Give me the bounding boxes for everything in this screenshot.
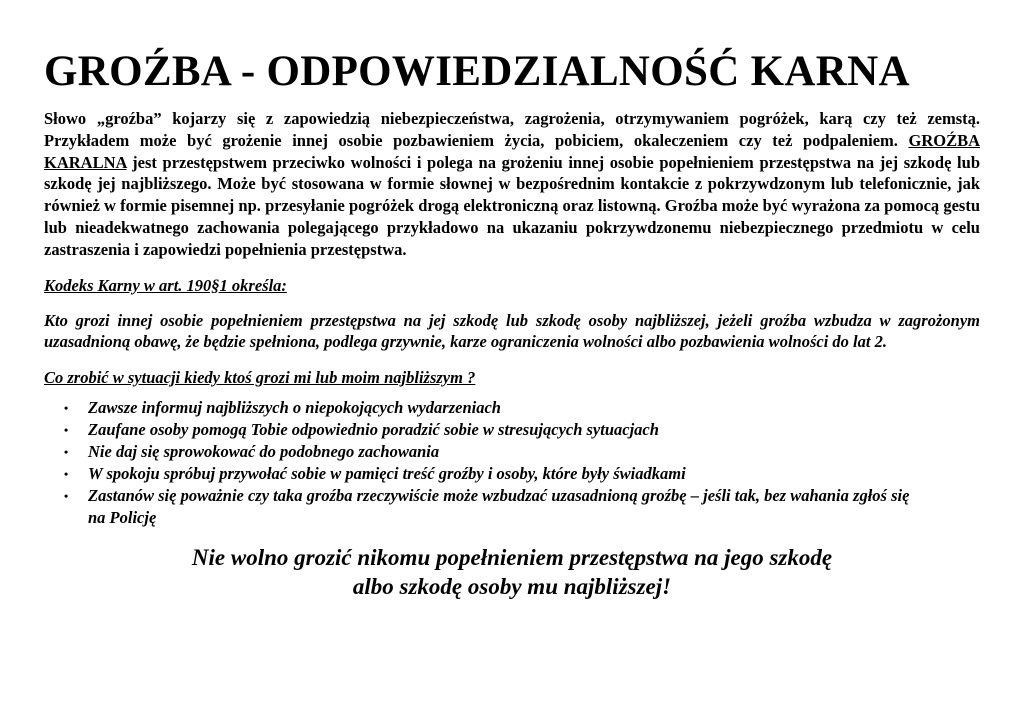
law-text: Kto grozi innej osobie popełnieniem przestępstwa na jej szkodę lub szkodę osoby najbliższej, jeżeli groźba wzbudza w zagrożonym uzasadnioną obawę, że będzie spełniona, podlega grzywnie, karze ograniczenia wolności albo pozbawienia wolności do lat 2. bbox=[44, 310, 980, 352]
closing-line-2: albo szkodę osoby mu najbliższej! bbox=[352, 574, 672, 600]
bullet-icon: • bbox=[64, 467, 69, 482]
closing-line-1: Nie wolno grozić nikomu popełnieniem przestępstwa na jego szkodę bbox=[191, 545, 833, 571]
list-item bbox=[64, 397, 980, 419]
bullet-icon: • bbox=[64, 423, 69, 438]
document-page bbox=[44, 44, 980, 601]
bullet-icon: • bbox=[64, 489, 69, 504]
closing-statement bbox=[44, 543, 980, 601]
intro-text-part2: jest przestępstwem przeciwko wolności i polega na grożeniu innej osobie popełnieniem przestępstwa na jej szkodę lub szkodę jej najbliższego. Może być stosowana w formie słownej w bezpośrednim kontakcie z pokrzywdzonym lub telefonicznie, jak również w formie pisemnej np. przesyłanie pogróżek drogą elektroniczną oraz listowną. Groźba może być wyrażona za pomocą gestu lub nieadekwatnego zachowania polegającego przykładowo na ukazaniu pokrzywdzonemu niebezpiecznego przedmiotu w celu zastraszenia i zapowiedzi popełnienia przestępstwa. bbox=[44, 152, 980, 259]
page-title: GROŹBA - ODPOWIEDZIALNOŚĆ KARNA bbox=[44, 48, 910, 95]
advice-heading: Co zrobić w sytuacji kiedy ktoś grozi mi lub moim najbliższym ? bbox=[44, 368, 476, 388]
intro-text-part1: Słowo „groźba” kojarzy się z zapowiedzią niebezpieczeństwa, zagrożenia, otrzymywaniem pogróżek, karą czy też zemstą. Przykładem może być grożenie innej osobie pozbawieniem życia, pobiciem, okaleczeniem czy też podpaleniem. bbox=[44, 109, 980, 150]
list-item bbox=[64, 463, 980, 485]
intro-paragraph bbox=[44, 108, 980, 261]
bullet-icon: • bbox=[64, 445, 69, 460]
intro-underlined-term: GROŹBA KARALNA bbox=[44, 130, 980, 172]
list-item bbox=[64, 419, 980, 441]
tip-text: Zastanów się poważnie czy taka groźba rzeczywiście może wzbudzać uzasadnioną groźbę – jeśli tak, bez wahania zgłoś się na Policję bbox=[88, 486, 910, 528]
list-item bbox=[64, 441, 980, 463]
list-item bbox=[64, 485, 980, 529]
tip-text: W spokoju spróbuj przywołać sobie w pamięci treść groźby i osoby, które były świadkami bbox=[88, 464, 686, 484]
law-heading: Kodeks Karny w art. 190§1 określa: bbox=[44, 275, 287, 295]
bullet-icon: • bbox=[64, 401, 69, 416]
tip-text: Zaufane osoby pomogą Tobie odpowiednio poradzić sobie w stresujących sytuacjach bbox=[88, 420, 659, 440]
tip-text: Zawsze informuj najbliższych o niepokojących wydarzeniach bbox=[88, 398, 501, 418]
tips-list bbox=[44, 397, 980, 529]
tip-text: Nie daj się sprowokować do podobnego zachowania bbox=[88, 442, 440, 462]
